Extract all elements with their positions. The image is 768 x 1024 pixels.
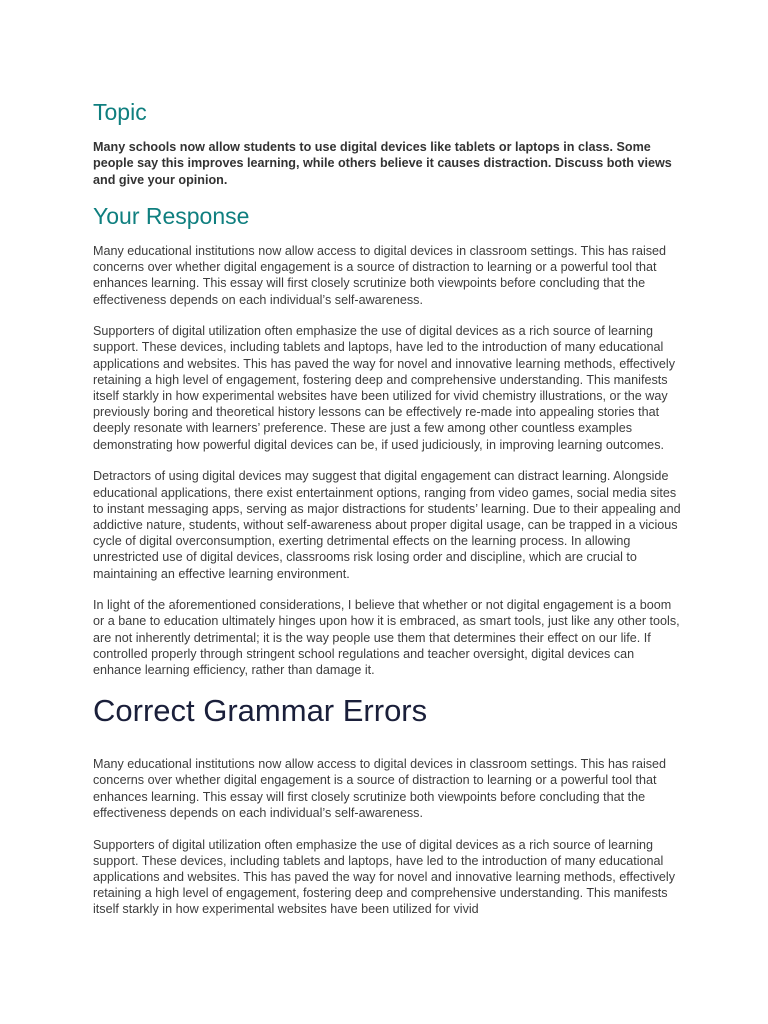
response-paragraph-1: Many educational institutions now allow access to digital devices in classroom settings. This has raised concerns over whether digital engagement is a source of distraction to learning or a powerful tool that enhances learning. This essay will first closely scrutinize both viewpoints before concluding that the effectiveness depends on each individual’s self-awareness. (93, 243, 667, 307)
response-paragraph-2: Supporters of digital utilization often emphasize the use of digital devices as a rich source of learning support. These devices, including tablets and laptops, have led to the introduction of many educational applications and websites. This has paved the way for novel and innovative learning methods, effectively retaining a high level of engagement, fostering deep and comprehensive understanding. This manifests itself starkly in how experimental websites have been utilized for vivid chemistry illustrations, or the way previously boring and theoretical history lessons can be effectively re-made into appealing stories that deeply resonate with learners’ preference. These are just a few among other countless examples demonstrating how powerful digital devices can be, if used judiciously, in improving learning outcomes. (93, 324, 675, 452)
topic-prompt: Many schools now allow students to use digital devices like tablets or laptops in class. Some people say this improves learning, while others believe it causes distraction. Discuss both views and give your opinion. (93, 140, 672, 187)
grammar-heading: Correct Grammar Errors (93, 693, 428, 729)
response-body (93, 243, 681, 678)
response-paragraph-3: Detractors of using digital devices may suggest that digital engagement can distract learning. Alongside educational applications, there exist entertainment options, ranging from video games, social media sites to instant messaging apps, serving as major distractions for students’ learning. Due to their appealing and addictive nature, students, without self-awareness about proper digital usage, can be trapped in a vicious cycle of digital overconsumption, exerting detrimental effects on the learning process. In allowing unrestricted use of digital devices, classrooms risk losing order and discipline, which are crucial to maintaining an effective learning environment. (93, 469, 681, 581)
grammar-paragraph-1: Many educational institutions now allow access to digital devices in classroom settings. This has raised concerns over whether digital engagement is a source of distraction to learning or a powerful tool that enhances learning. This essay will first closely scrutinize both viewpoints before concluding that the effectiveness depends on each individual’s self-awareness. (93, 757, 667, 820)
grammar-body (93, 756, 681, 917)
response-paragraph-4: In light of the aforementioned considerations, I believe that whether or not digital engagement is a boom or a bane to education ultimately hinges upon how it is embraced, as smart tools, just like any other tools, are not inherently detrimental; it is the way people use them that determines their effect on our life. If controlled properly through stringent school regulations and teacher oversight, digital devices can enhance learning efficiency, rather than damage it. (93, 598, 680, 678)
response-heading: Your Response (93, 202, 250, 229)
document-page (93, 98, 681, 918)
topic-heading: Topic (93, 99, 147, 125)
grammar-paragraph-2: Supporters of digital utilization often emphasize the use of digital devices as a rich source of learning support. These devices, including tablets and laptops, have led to the introduction of many educational applications and websites. This has paved the way for novel and innovative learning methods, effectively retaining a high level of engagement, fostering deep and comprehensive understanding. This manifests itself starkly in how experimental websites have been utilized for vivid (93, 837, 675, 917)
